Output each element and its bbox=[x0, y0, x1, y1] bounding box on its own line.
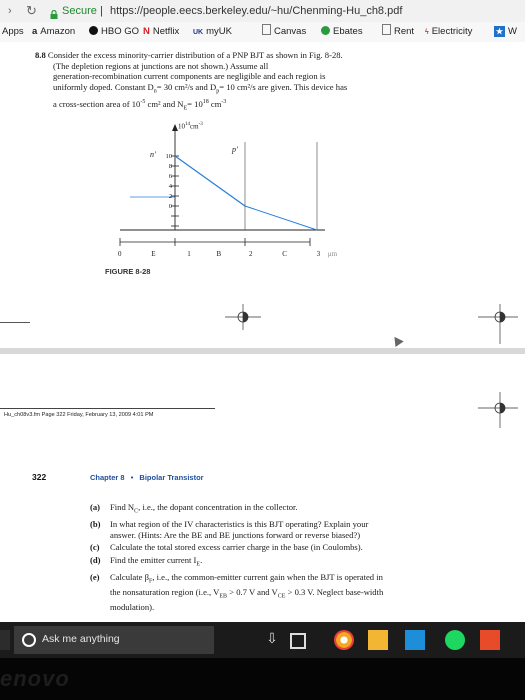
microphone-icon[interactable]: ⇩ bbox=[266, 630, 278, 646]
bookmarks-bar bbox=[0, 22, 525, 43]
bookmark-hbo[interactable]: HBO GO bbox=[89, 22, 139, 42]
crop-line-footer bbox=[0, 408, 215, 409]
crop-line-left bbox=[0, 322, 30, 323]
bezel-logo: enovo bbox=[0, 666, 70, 691]
bookmark-w[interactable]: ★ W bbox=[495, 26, 517, 37]
chrome-icon[interactable] bbox=[334, 630, 354, 650]
x-axis-labels: 0 E 1 B 2 C 3 μm bbox=[118, 250, 338, 258]
task-view-icon[interactable] bbox=[290, 633, 306, 649]
crop-mark-right bbox=[478, 304, 518, 344]
address-bar[interactable]: https://people.eecs.berkeley.edu/~hu/Chenming-Hu_ch8.pdf bbox=[110, 5, 403, 17]
pdf-viewer bbox=[0, 42, 525, 622]
mouse-cursor-icon bbox=[390, 334, 403, 347]
problem-line-1: Consider the excess minority-carrier distribution of a PNP BJT as shown in Fig. 8-28. bbox=[47, 50, 343, 60]
problem-line-5: a cross-section area of $10^{-5}$ cm² and $N_E= 10^{18}$ $cm^{-3}$ bbox=[53, 98, 227, 112]
bookmark-amazon[interactable]: a Amazon bbox=[32, 22, 75, 42]
forward-icon[interactable]: › bbox=[8, 5, 12, 17]
electricity-icon: ϟ bbox=[425, 29, 429, 36]
url-separator: | bbox=[100, 5, 103, 17]
y-tick-labels: 10 8 6 4 2 0 bbox=[165, 153, 172, 210]
problem-line-3: generation-recombination current components are negligible and each region is bbox=[53, 71, 326, 82]
laptop-bezel bbox=[0, 658, 525, 700]
question-d: (d) Find the emitter current $I_E$. bbox=[90, 554, 203, 568]
spotify-icon[interactable] bbox=[445, 630, 465, 650]
bookmark-netflix[interactable]: N Netflix bbox=[143, 22, 179, 42]
reload-icon[interactable]: ↻ bbox=[26, 3, 37, 18]
file-explorer-icon[interactable] bbox=[368, 630, 388, 650]
pdf-source-footer: Hu_ch08v3.fm Page 322 Friday, February 13, 2009 4:01 PM bbox=[4, 412, 154, 418]
netflix-icon: N bbox=[143, 26, 150, 37]
figure-unit-label: $10^{14}cm^{-3}$ bbox=[178, 122, 203, 131]
chapter-header: Chapter 8 • Bipolar Transistor bbox=[90, 473, 204, 482]
bookmark-apps[interactable]: Apps bbox=[2, 26, 24, 37]
uk-icon: UK bbox=[193, 29, 204, 36]
question-b: (b) In what region of the IV characteristics is this BJT operating? Explain your answer. (Hints: Are the BE and BE junctions forward or reverse biased?) bbox=[90, 519, 369, 540]
search-box[interactable] bbox=[14, 626, 214, 654]
page-icon bbox=[262, 24, 271, 35]
n-prime-label: n′ bbox=[150, 150, 156, 159]
cortana-icon bbox=[22, 633, 36, 647]
browser-toolbar bbox=[0, 0, 525, 22]
security-label: Secure bbox=[62, 5, 97, 17]
bookmark-electricity[interactable]: ϟ Electricity bbox=[425, 22, 472, 43]
page-number: 322 bbox=[32, 472, 47, 482]
office-icon[interactable] bbox=[480, 630, 500, 650]
problem-line-2: (The depletion regions at junctions are not shown.) Assume all bbox=[53, 60, 269, 71]
crop-mark-center bbox=[225, 304, 261, 330]
p-prime-label: p′ bbox=[232, 145, 238, 154]
p-prime-tail-curve bbox=[245, 206, 317, 230]
edge-icon[interactable] bbox=[405, 630, 425, 650]
hbo-icon bbox=[89, 26, 98, 35]
bookmark-canvas[interactable]: Canvas bbox=[262, 22, 306, 42]
figure-caption: FIGURE 8-28 bbox=[105, 267, 151, 276]
problem-text bbox=[35, 50, 450, 114]
bookmark-ebates[interactable]: Ebates bbox=[321, 22, 363, 42]
questions-list bbox=[90, 502, 475, 613]
question-a: (a) Find $N_C$, i.e., the dopant concentration in the collector. bbox=[90, 502, 298, 515]
amazon-icon: a bbox=[32, 26, 38, 37]
start-button[interactable] bbox=[0, 630, 10, 650]
lock-icon bbox=[50, 6, 58, 15]
ebates-icon bbox=[321, 26, 330, 35]
crop-mark-right-2 bbox=[478, 388, 518, 428]
w-icon: ★ bbox=[495, 27, 504, 36]
bookmark-myuk[interactable]: UK myUK bbox=[193, 22, 232, 43]
problem-line-4: uniformly doped. Constant $D_n= 30$ cm²/s and $D_p= 10$ cm²/s are given. This device has bbox=[53, 81, 348, 95]
question-c: (c) Calculate the total stored excess carrier charge in the base (in Coulombs). bbox=[90, 542, 363, 553]
search-placeholder: Ask me anything bbox=[42, 633, 120, 645]
p-prime-base-curve bbox=[175, 156, 245, 206]
page-icon bbox=[382, 24, 391, 35]
question-e: (e) Calculate $\beta_F$, i.e., the common-emitter current gain when the BJT is operated in the nonsaturation region (i.e., $V_{EB} > 0.7$ V and $V_{CE} > 0.3$ V. Neglect base-width modulation). bbox=[90, 571, 384, 613]
page-separator bbox=[0, 348, 525, 354]
figure-8-28 bbox=[105, 122, 345, 252]
bookmark-rent[interactable]: Rent bbox=[382, 22, 414, 42]
problem-number: 8.8 bbox=[35, 50, 46, 60]
